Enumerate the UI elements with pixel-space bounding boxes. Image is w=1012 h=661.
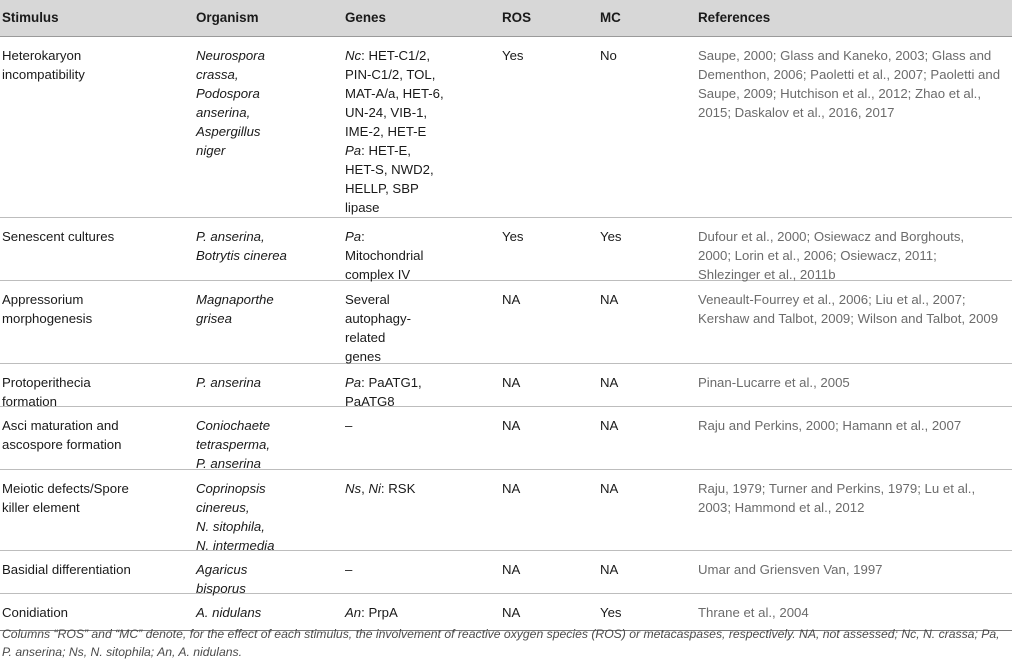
organism-text: A. nidulans xyxy=(196,605,262,620)
stimulus-text: formation xyxy=(2,394,57,409)
reference-text: 2003; Hammond et al., 2012 xyxy=(698,500,865,515)
genes-line xyxy=(345,122,485,141)
stimulus-text: ascospore formation xyxy=(2,437,122,452)
species-abbrev: Nc xyxy=(345,48,362,63)
genes-text: – xyxy=(345,418,353,433)
organism-cell xyxy=(196,416,316,473)
references-cell xyxy=(698,560,1012,579)
genes-cell xyxy=(345,560,485,579)
genes-cell xyxy=(345,46,485,217)
genes-line xyxy=(345,328,485,347)
organism-text: N. sitophila, xyxy=(196,519,265,534)
header-references: References xyxy=(698,10,771,25)
reference-text: Shlezinger et al., 2011b xyxy=(698,267,836,282)
genes-cell xyxy=(345,603,485,622)
stimulus-text: Conidiation xyxy=(2,605,68,620)
genes-text: UN-24, VIB-1, xyxy=(345,105,428,120)
stimulus-cell xyxy=(2,227,182,246)
ros-cell: NA xyxy=(502,375,521,390)
organism-text: P. anserina xyxy=(196,375,262,390)
mc-cell: NA xyxy=(600,562,619,577)
organism-cell xyxy=(196,560,316,598)
ros-cell: NA xyxy=(502,292,521,307)
genes-line xyxy=(345,290,485,309)
stimulus-cell xyxy=(2,290,182,328)
ros-cell: NA xyxy=(502,481,521,496)
table-row xyxy=(0,470,1012,551)
organism-cell xyxy=(196,227,316,265)
organism-text: cinereus, xyxy=(196,500,250,515)
ros-cell: Yes xyxy=(502,229,524,244)
organism-cell xyxy=(196,373,316,392)
organism-cell xyxy=(196,46,316,160)
genes-text: : RSK xyxy=(380,481,416,496)
table-row xyxy=(0,218,1012,281)
mc-cell: No xyxy=(600,48,617,63)
genes-line xyxy=(345,179,485,198)
stimulus-cell xyxy=(2,603,182,622)
organism-text: tetrasperma, xyxy=(196,437,271,452)
mc-cell: NA xyxy=(600,418,619,433)
genes-line xyxy=(345,198,485,217)
organism-text: Coprinopsis xyxy=(196,481,266,496)
references-cell xyxy=(698,46,1012,122)
reference-text: 2000; Lorin et al., 2006; Osiewacz, 2011; xyxy=(698,248,937,263)
stimulus-cell xyxy=(2,479,182,517)
organism-text: Neurospora xyxy=(196,48,265,63)
organism-text: P. anserina, xyxy=(196,229,265,244)
genes-cell xyxy=(345,479,485,498)
genes-line xyxy=(345,479,485,498)
organism-text: Botrytis cinerea xyxy=(196,248,287,263)
species-abbrev: Pa xyxy=(345,229,362,244)
references-cell xyxy=(698,227,1012,284)
species-abbrev: An xyxy=(345,605,362,620)
genes-text: IME-2, HET-E xyxy=(345,124,427,139)
header-stimulus: Stimulus xyxy=(2,10,59,25)
genes-cell xyxy=(345,290,485,366)
table-caption: Columns “ROS” and “MC” denote, for the effect of each stimulus, the involvement of reactive oxygen species (ROS) or metacaspases, respectively. NA, not assessed; Nc, N. crassa; Pa, P. anserina; Ns, N. sitophila; An, A. nidulans. xyxy=(2,627,1000,659)
genes-line xyxy=(345,160,485,179)
genes-text: genes xyxy=(345,349,381,364)
genes-text: PaATG8 xyxy=(345,394,395,409)
mc-cell: NA xyxy=(600,481,619,496)
table-body xyxy=(0,37,1012,631)
organism-text: crassa, xyxy=(196,67,239,82)
genes-line xyxy=(345,227,485,246)
table-row xyxy=(0,364,1012,407)
organism-text: niger xyxy=(196,143,226,158)
organism-text: Coniochaete xyxy=(196,418,271,433)
stimulus-text: Protoperithecia xyxy=(2,375,91,390)
genes-text: : PaATG1, xyxy=(361,375,422,390)
stimulus-text: Appressorium xyxy=(2,292,84,307)
genes-line xyxy=(345,416,485,435)
genes-line xyxy=(345,46,485,65)
reference-text: Raju, 1979; Turner and Perkins, 1979; Lu et al., xyxy=(698,481,976,496)
stimulus-text: Meiotic defects/Spore xyxy=(2,481,129,496)
genes-text: – xyxy=(345,562,353,577)
genes-line xyxy=(345,373,485,392)
references-cell xyxy=(698,290,1012,328)
genes-text: complex IV xyxy=(345,267,411,282)
stimulus-cell xyxy=(2,373,182,411)
reference-text: Dufour et al., 2000; Osiewacz and Borghouts, xyxy=(698,229,965,244)
genes-text: : HET-C1/2, xyxy=(361,48,431,63)
table-header xyxy=(0,0,1012,37)
reference-text: Raju and Perkins, 2000; Hamann et al., 2007 xyxy=(698,418,962,433)
genes-line xyxy=(345,141,485,160)
ros-cell: NA xyxy=(502,418,521,433)
genes-text: : PrpA xyxy=(361,605,398,620)
stimulus-text: incompatibility xyxy=(2,67,85,82)
genes-cell xyxy=(345,227,485,284)
table-row xyxy=(0,37,1012,218)
ros-cell: NA xyxy=(502,562,521,577)
stimulus-cell xyxy=(2,560,182,579)
organism-text: N. intermedia xyxy=(196,538,275,553)
genes-text: : xyxy=(361,229,365,244)
ros-cell: NA xyxy=(502,605,521,620)
stimulus-text: morphogenesis xyxy=(2,311,93,326)
stimulus-text: Asci maturation and xyxy=(2,418,119,433)
genes-text: : HET-E, xyxy=(361,143,411,158)
organism-text: Podospora xyxy=(196,86,260,101)
species-abbrev: Pa xyxy=(345,143,362,158)
organism-cell xyxy=(196,479,316,555)
genes-line xyxy=(345,84,485,103)
genes-line xyxy=(345,103,485,122)
genes-text: HELLP, SBP xyxy=(345,181,419,196)
mc-cell: Yes xyxy=(600,229,622,244)
genes-text: Several xyxy=(345,292,390,307)
organism-text: P. anserina xyxy=(196,456,262,471)
genes-line xyxy=(345,309,485,328)
genes-text: PIN-C1/2, TOL, xyxy=(345,67,436,82)
organism-text: anserina, xyxy=(196,105,251,120)
genes-line xyxy=(345,560,485,579)
table-row xyxy=(0,281,1012,364)
reference-text: Kershaw and Talbot, 2009; Wilson and Talbot, 2009 xyxy=(698,311,999,326)
stimulus-text: killer element xyxy=(2,500,80,515)
reference-text: 2015; Daskalov et al., 2016, 2017 xyxy=(698,105,895,120)
mc-cell: Yes xyxy=(600,605,622,620)
ros-cell: Yes xyxy=(502,48,524,63)
species-abbrev: Pa xyxy=(345,375,362,390)
genes-text: autophagy- xyxy=(345,311,411,326)
organism-text: bisporus xyxy=(196,581,246,596)
reference-text: Thrane et al., 2004 xyxy=(698,605,809,620)
table-row xyxy=(0,407,1012,470)
organism-text: Agaricus xyxy=(196,562,248,577)
genes-text: MAT-A/a, HET-6, xyxy=(345,86,444,101)
stimulus-text: Heterokaryon xyxy=(2,48,82,63)
genes-line xyxy=(345,246,485,265)
table-row xyxy=(0,551,1012,594)
organism-text: grisea xyxy=(196,311,232,326)
species-abbrev: Ni xyxy=(368,481,381,496)
reference-text: Veneault-Fourrey et al., 2006; Liu et al., 2007; xyxy=(698,292,966,307)
organism-text: Aspergillus xyxy=(196,124,261,139)
mc-cell: NA xyxy=(600,375,619,390)
header-genes: Genes xyxy=(345,10,386,25)
header-mc: MC xyxy=(600,10,621,25)
references-cell xyxy=(698,603,1012,622)
references-cell xyxy=(698,416,1012,435)
genes-text: lipase xyxy=(345,200,380,215)
reference-text: Pinan-Lucarre et al., 2005 xyxy=(698,375,850,390)
organism-cell xyxy=(196,290,316,328)
header-ros: ROS xyxy=(502,10,532,25)
organism-text: Magnaporthe xyxy=(196,292,274,307)
genes-line xyxy=(345,603,485,622)
organism-cell xyxy=(196,603,316,622)
stimulus-cell xyxy=(2,416,182,454)
genes-cell xyxy=(345,373,485,411)
stimulus-text: Senescent cultures xyxy=(2,229,115,244)
references-cell xyxy=(698,373,1012,392)
genes-text: related xyxy=(345,330,386,345)
reference-text: Umar and Griensven Van, 1997 xyxy=(698,562,883,577)
stimulus-cell xyxy=(2,46,182,84)
species-abbrev: Ns xyxy=(345,481,362,496)
genes-text: HET-S, NWD2, xyxy=(345,162,434,177)
header-organism: Organism xyxy=(196,10,259,25)
reference-text: Saupe, 2000; Glass and Kaneko, 2003; Glass and xyxy=(698,48,992,63)
reference-text: Dementhon, 2006; Paoletti et al., 2007; Paoletti and xyxy=(698,67,1001,82)
genes-cell xyxy=(345,416,485,435)
genes-line xyxy=(345,65,485,84)
genes-text: Mitochondrial xyxy=(345,248,424,263)
genes-text: , xyxy=(361,481,369,496)
reference-text: Saupe, 2009; Hutchison et al., 2012; Zhao et al., xyxy=(698,86,981,101)
stimulus-text: Basidial differentiation xyxy=(2,562,131,577)
mc-cell: NA xyxy=(600,292,619,307)
references-cell xyxy=(698,479,1012,517)
